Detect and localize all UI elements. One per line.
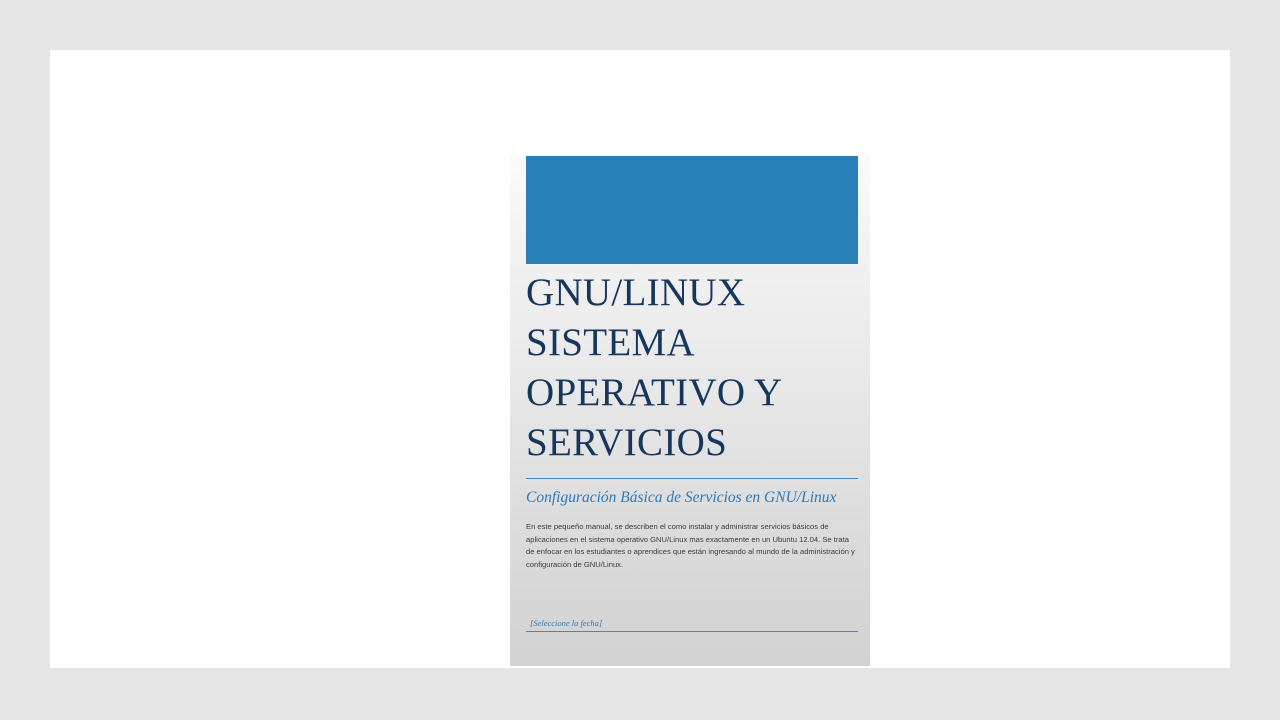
date-divider — [526, 631, 858, 633]
cover-content — [526, 264, 858, 666]
cover-abstract: En este pequeño manual, se describen el como instalar y administrar servicios básicos de aplicaciones en el sistema operativo GNU/Linux mas exactamente en un Ubuntu 12.04. Se trata de enfocar en los estudiantes o aprendices que están ingresando al mundo de la administración y configuración de GNU/Linux. — [526, 522, 855, 569]
cover-date-field[interactable] — [526, 618, 858, 633]
cover-title: GNU/LINUX SISTEMA OPERATIVO Y SERVICIOS — [526, 271, 781, 464]
date-placeholder-text[interactable]: [Seleccione la fecha] — [530, 617, 603, 628]
cover-header-band — [526, 156, 858, 264]
cover-subtitle: Configuración Básica de Servicios en GNU/Linux — [526, 489, 837, 506]
page-canvas — [50, 50, 1230, 668]
document-cover-page[interactable] — [510, 156, 870, 666]
title-divider — [526, 478, 858, 479]
